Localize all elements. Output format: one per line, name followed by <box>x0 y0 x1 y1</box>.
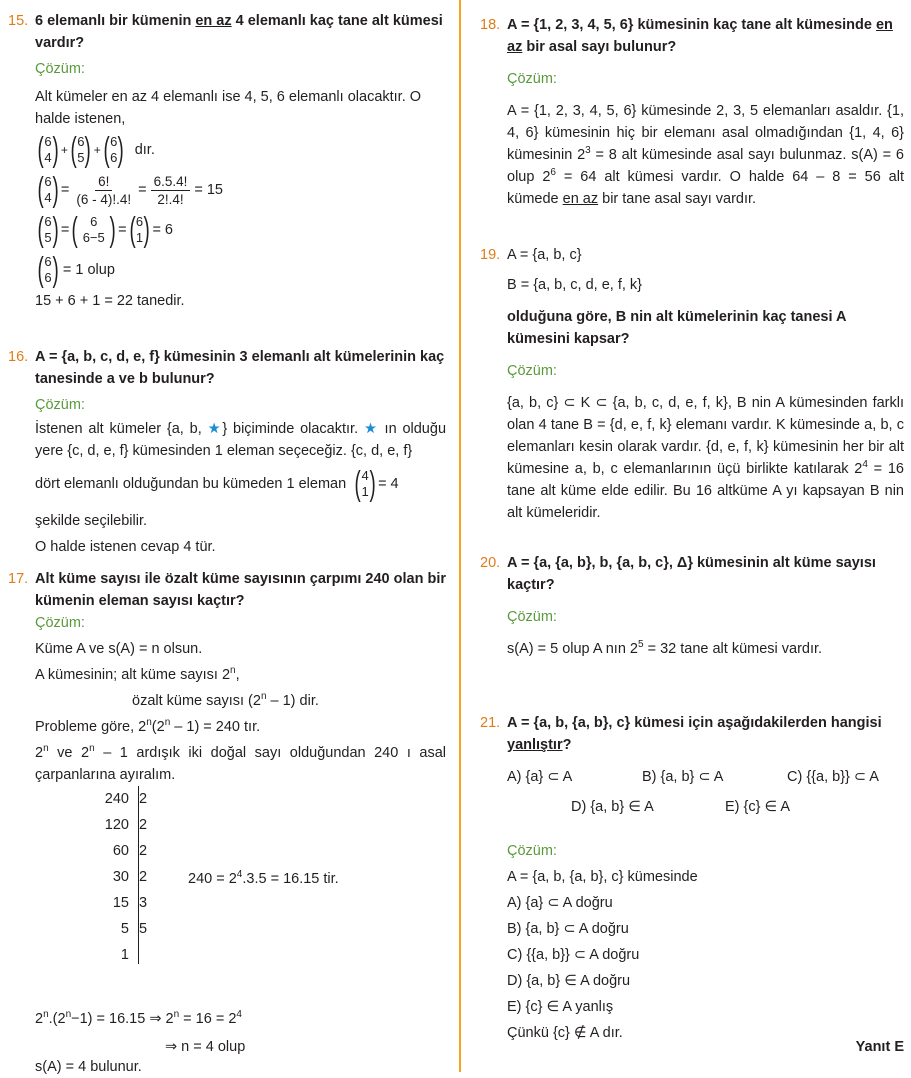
question-text: 6 elemanlı bir kümenin en az 4 elemanlı kaç tane alt kümesi vardır? <box>35 13 443 51</box>
binomial: ( 6 5 ) <box>70 131 92 169</box>
set-definition: A = {a, b, c} <box>507 247 582 263</box>
solution-result: O halde istenen cevap 4 tür. <box>35 539 216 555</box>
solution-text: A = {1, 2, 3, 4, 5, 6} kümesinde 2, 3, 5 elemanları asaldır. {1, 4, 6} kümesinin hiç bir elemanı asal olmadığından {1, 4, 6} kümesinin $2^3 = 8$ alt kümesinde asal sayı bulunmaz. s(A) = 6 olup $2^6 = 64$ alt kümesi vardır. O halde 64 – 8 = 56 alt kümede en az bir tane asal sayı vardır. <box>507 103 904 207</box>
solution-result: s(A) = 4 bulunur. <box>35 1059 142 1075</box>
solution-text: A) {a} ⊂ A doğru <box>507 895 613 911</box>
solution-text: şekilde seçilebilir. <box>35 513 148 529</box>
answer-label: Yanıt E <box>855 1039 904 1055</box>
solution-text: E) {c} ∈ A yanlış <box>507 999 614 1015</box>
column-divider <box>459 0 461 1072</box>
question-16 <box>8 346 446 558</box>
factor-table-row <box>103 916 163 942</box>
star-icon: ★ <box>363 421 379 437</box>
question-number: 17. <box>8 571 29 587</box>
fraction: $\frac{6!}{(6 - 4)!.4!}$ <box>76 173 132 207</box>
factorization: $240 = 2^4.3.5 = 16.15$ tir. <box>188 869 339 887</box>
factor-table-row <box>103 786 163 812</box>
factor-divisor: 3 <box>139 895 148 911</box>
solution-text: Küme A ve s(A) = n olsun. <box>35 641 203 657</box>
question-number: 15. <box>8 13 29 29</box>
factor-dividend: 5 <box>120 921 129 937</box>
binomial: ( 6 4 ) <box>37 131 59 169</box>
factor-table-row <box>103 864 163 890</box>
solution-text: Probleme göre, 2$^n$(2$^n$ – 1) = 240 tır. <box>35 717 261 735</box>
option-c[interactable]: C) {{a, b}} ⊂ A <box>787 769 879 785</box>
question-text: Alt küme sayısı ile özalt küme sayısının çarpımı 240 olan bir kümenin eleman sayısı kaçtır? <box>35 571 446 609</box>
question-text: A = {a, b, {a, b}, c} kümesi için aşağıdakilerden hangisi yanlıştır? <box>507 715 882 753</box>
question-text: A = {1, 2, 3, 4, 5, 6} kümesinin kaç tane alt kümesinde en az bir asal sayı bulunur? <box>507 17 893 55</box>
solution-text: Çünkü {c} ∉ A dır. Yanıt E <box>507 1022 904 1044</box>
solution-label: Çözüm: <box>507 609 557 625</box>
solution-text: C) {{a, b}} ⊂ A doğru <box>507 947 640 963</box>
option-a[interactable]: A) {a} ⊂ A <box>507 769 573 785</box>
question-text: olduğuna göre, B nin alt kümelerinin kaç tanesi A kümesini kapsar? <box>507 309 846 347</box>
solution-text: D) {a, b} ∈ A doğru <box>507 973 631 989</box>
factor-divisor: 2 <box>139 843 148 859</box>
question-number: 18. <box>480 17 501 33</box>
question-18 <box>480 14 904 210</box>
combination-calc-4: ( 6 4 ) = $\frac{6!}{(6 - 4)!.4!}$ = $\frac{6.5.4!}{2!.4!}$ = 15 <box>37 171 223 209</box>
question-21 <box>480 712 904 1055</box>
solution-text: A kümesinin; alt küme sayısı 2$^n$, <box>35 665 240 683</box>
factor-table-row <box>103 838 163 864</box>
solution-text: A = {a, b, {a, b}, c} kümesinde <box>507 869 698 885</box>
star-icon: ★ <box>207 421 223 437</box>
factor-table-row <box>103 812 163 838</box>
factor-dividend: 15 <box>112 895 129 911</box>
option-b[interactable]: B) {a, b} ⊂ A <box>642 769 724 785</box>
question-number: 16. <box>8 349 29 365</box>
solution-label: Çözüm: <box>507 363 557 379</box>
factor-dividend: 60 <box>112 843 129 859</box>
question-number: 21. <box>480 715 501 731</box>
factor-dividend: 120 <box>104 817 129 833</box>
solution-text: Alt kümeler en az 4 elemanlı ise 4, 5, 6 elemanlı olacaktır. O halde istenen, <box>35 89 422 127</box>
factor-table-line <box>138 786 139 964</box>
set-definition: B = {a, b, c, d, e, f, k} <box>507 277 643 293</box>
factor-table-row <box>103 890 163 916</box>
solution-result: 15 + 6 + 1 = 22 tanedir. <box>35 293 185 309</box>
solution-text: İstenen alt kümeler {a, b, ★} biçiminde olacaktır. ★ ın olduğu yere {c, d, e, f} kümesinden 1 eleman seçeceğiz. {c, d, e, f} <box>35 421 447 459</box>
question-17 <box>8 568 447 1075</box>
factor-table-row <box>103 942 163 968</box>
combination-calc-5: ( 6 5 ) = ( 6 6−5 ) = ( 6 1 ) = 6 <box>37 211 173 249</box>
solution-text: {a, b, c} ⊂ K ⊂ {a, b, c, d, e, f, k}, B nin A kümesinden farklı olan 4 tane B = {d, e, f, k} elemanı vardır. K kümesinde a, b, c elemanları kesin olarak vardır. {d, e, f, k} kümesinin her bir alt kümesine a, b, c elemanlarının üçü birlikte katılarak $2^4 = 16$ tane alt küme elde edilir. Bu 16 altküme A yı kapsayan B nin alt kümeleridir. <box>507 395 904 521</box>
factor-dividend: 240 <box>104 791 129 807</box>
binomial: ( 6 6 ) <box>103 131 125 169</box>
factor-dividend: 30 <box>112 869 129 885</box>
prime-factor-table <box>103 786 163 968</box>
solution-label: Çözüm: <box>507 843 557 859</box>
answer-options <box>507 766 904 818</box>
solution-label: Çözüm: <box>35 397 85 413</box>
solution-text: B) {a, b} ⊂ A doğru <box>507 921 629 937</box>
solution-text: s(A) = 5 olup A nın $2^5 = 32$ tane alt kümesi vardır. <box>507 639 823 657</box>
question-19 <box>480 244 904 524</box>
option-d[interactable]: D) {a, b} ∈ A <box>571 799 654 815</box>
solution-label: Çözüm: <box>35 61 85 77</box>
factor-divisor: 2 <box>139 791 148 807</box>
solution-label: Çözüm: <box>507 71 557 87</box>
option-e[interactable]: E) {c} ∈ A <box>725 799 791 815</box>
factor-divisor: 2 <box>139 869 148 885</box>
factor-divisor: 2 <box>139 817 148 833</box>
question-text: A = {a, {a, b}, b, {a, b, c}, Δ} kümesinin alt küme sayısı kaçtır? <box>507 555 876 593</box>
factor-dividend: 1 <box>120 947 129 963</box>
question-15 <box>8 10 446 312</box>
question-number: 19. <box>480 247 501 263</box>
solution-text: dört elemanlı olduğundan bu kümeden 1 eleman ( 4 1 ) = 4 <box>35 465 399 503</box>
question-20 <box>480 552 904 660</box>
solution-label: Çözüm: <box>35 615 85 631</box>
combination-calc-6: ( 6 6 ) = 1 olup <box>37 251 115 289</box>
question-text: A = {a, b, c, d, e, f} kümesinin 3 elemanlı alt kümelerinin kaç tanesinde a ve b bulunur? <box>35 349 445 387</box>
solution-text: 2$^n$ ve 2$^n$ – 1 ardışık iki doğal sayı olduğundan 240 ı asal çarpanlarına ayıralım. <box>35 743 447 783</box>
equation-line: ⇒ n = 4 olup <box>165 1039 246 1055</box>
equation-line: $2^n.(2^n-1) = 16.15$ ⇒ $2^n = 16 = 2^4$ <box>35 1009 242 1027</box>
solution-text: özalt küme sayısı (2$^n$ – 1) dir. <box>132 691 319 709</box>
question-number: 20. <box>480 555 501 571</box>
fraction: $\frac{6.5.4!}{2!.4!}$ <box>151 173 191 208</box>
binomial-sum: ( 6 4 ) + ( 6 5 ) + ( 6 6 ) dır. <box>35 130 446 170</box>
factor-divisor: 5 <box>139 921 148 937</box>
